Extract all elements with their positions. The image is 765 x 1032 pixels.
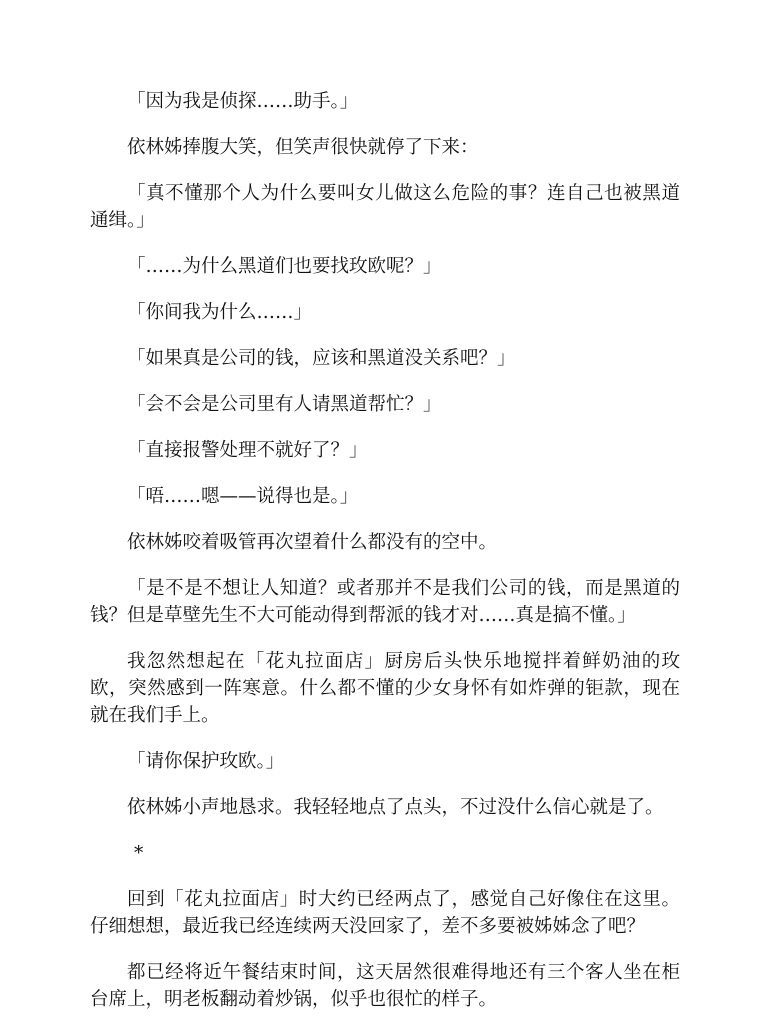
document-page [90,88,680,1032]
paragraph: 「唔……嗯——说得也是。」 [127,486,359,507]
paragraph: 「你间我为什么……」 [127,302,313,323]
paragraph: 依林姊捧腹大笑，但笑声很快就停了下来： [127,137,479,158]
paragraph: 「真不懂那个人为什么要叫女儿做这么危险的事？连自己也被黑道通缉。」 [90,183,680,231]
paragraph: 「是不是不想让人知道？或者那并不是我们公司的钱，而是黑道的钱？但是草壁先生不大可能动得到帮派的钱才对……真是搞不懂。」 [90,578,680,626]
paragraph: 「直接报警处理不就好了？」 [127,440,368,461]
paragraph: 「会不会是公司里有人请黑道帮忙？」 [127,394,442,415]
paragraph: 「请你保护玫欧。」 [127,751,285,772]
paragraph: 「如果真是公司的钱，应该和黑道没关系吧？」 [127,348,516,369]
paragraph: 回到「花丸拉面店」时大约已经两点了，感觉自己好像住在这里。仔细想想，最近我已经连续两天没回家了，差不多要被姊姊念了吧？ [90,889,680,937]
paragraph: 「因为我是侦探……助手。」 [127,91,359,112]
paragraph: 依林姊咬着吸管再次望着什么都没有的空中。 [127,532,498,553]
paragraph: 都已经将近午餐结束时间，这天居然很难得地还有三个客人坐在柜台席上，明老板翻动着炒锅，似乎也很忙的样子。 [90,962,680,1010]
section-separator: * [134,843,144,864]
paragraph: 「……为什么黑道们也要找玫欧呢？」 [127,256,442,277]
paragraph: 依林姊小声地恳求。我轻轻地点了点头，不过没什么信心就是了。 [127,797,664,818]
paragraph: 我忽然想起在「花丸拉面店」厨房后头快乐地搅拌着鲜奶油的玫欧，突然感到一阵寒意。什么都不懂的少女身怀有如炸弹的钜款，现在就在我们手上。 [90,651,680,726]
